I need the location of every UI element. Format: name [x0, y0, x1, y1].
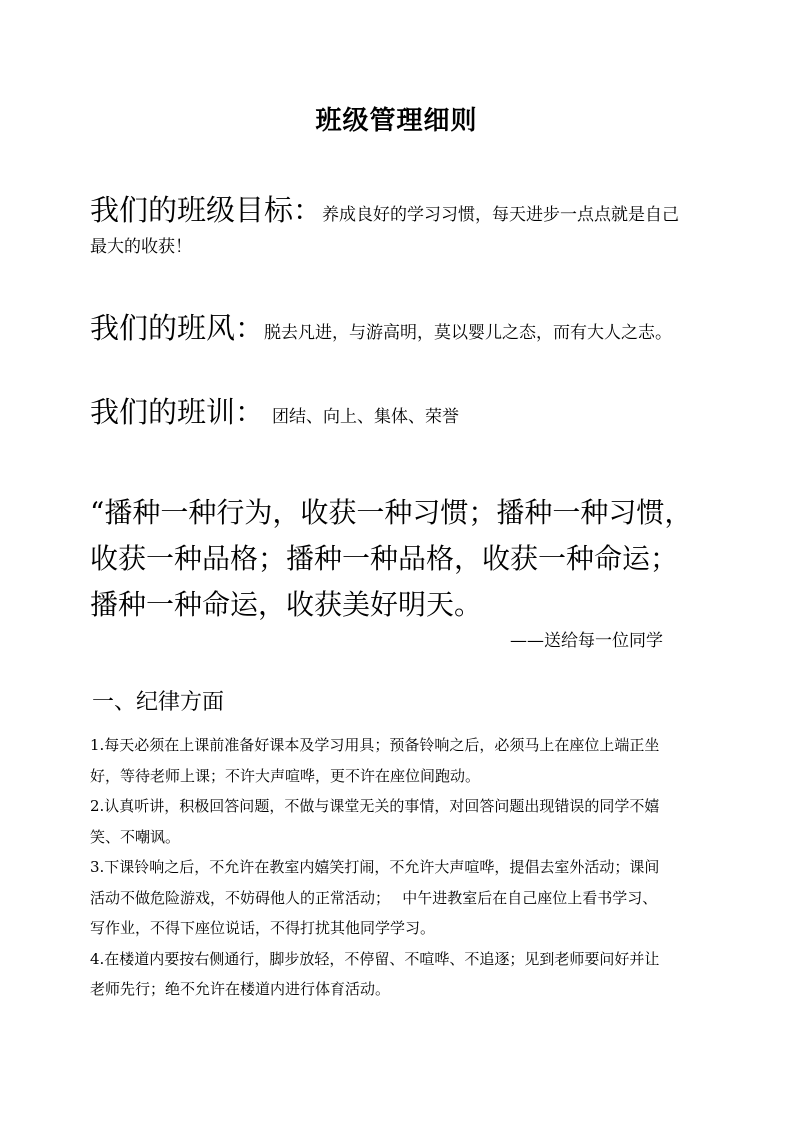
rule-line: 4.在楼道内要按右侧通行，脚步放轻，不停留、不喧哗、不追逐；见到老师要问好并让 [90, 949, 660, 968]
discipline-rules [90, 730, 710, 1005]
quote-line: “播种一种行为，收获一种习惯；播种一种习惯， [90, 496, 693, 529]
class-style-text: 脱去凡进，与游高明，莫以婴儿之态，而有大人之志。 [264, 323, 673, 343]
quote-block [90, 490, 710, 628]
section-heading-discipline: 一、纪律方面 [92, 690, 225, 715]
document-title: 班级管理细则 [315, 106, 478, 136]
quote-line: 播种一种命运，收获美好明天。 [90, 588, 483, 621]
class-goal-label: 我们的班级目标： [90, 193, 323, 227]
rule-line: 笑、不嘲讽。 [90, 827, 181, 846]
class-goal-text: 养成良好的学习习惯，每天进步一点点就是自己 [322, 205, 680, 225]
class-motto [90, 390, 710, 431]
rule-line: 2.认真听讲，积极回答问题，不做与课堂无关的事情，对回答问题出现错误的同学不嬉 [90, 797, 660, 815]
rule-line: 1.每天必须在上课前准备好课本及学习用具；预备铃响之后，必须马上在座位上端正坐 [90, 736, 660, 754]
rule-line: 好，等待老师上课；不许大声喧哗，更不许在座位间跑动。 [90, 766, 481, 785]
rule-line: 3.下课铃响之后，不允许在教室内嬉笑打闹，不允许大声喧哗，提倡去室外活动；课间 [90, 858, 660, 876]
class-motto-text: 团结、向上、集体、荣誉 [272, 407, 460, 427]
class-goal [90, 188, 710, 229]
class-motto-label: 我们的班训： [90, 395, 265, 429]
class-style-label: 我们的班风： [90, 311, 265, 345]
rule-line: 活动不做危险游戏，不妨碍他人的正常活动； 中午进教室后在自己座位上看书学习、 [90, 888, 658, 907]
rule-line: 写作业，不得下座位说话，不得打扰其他同学学习。 [90, 919, 436, 937]
rule-line: 老师先行；绝不允许在楼道内进行体育活动。 [90, 980, 391, 998]
quote-signature: ——送给每一位同学 [510, 631, 663, 651]
class-style [90, 306, 710, 347]
quote-line: 收获一种品格；播种一种品格，收获一种命运； [90, 542, 679, 575]
class-goal-text-continued: 最大的收获！ [90, 237, 192, 257]
